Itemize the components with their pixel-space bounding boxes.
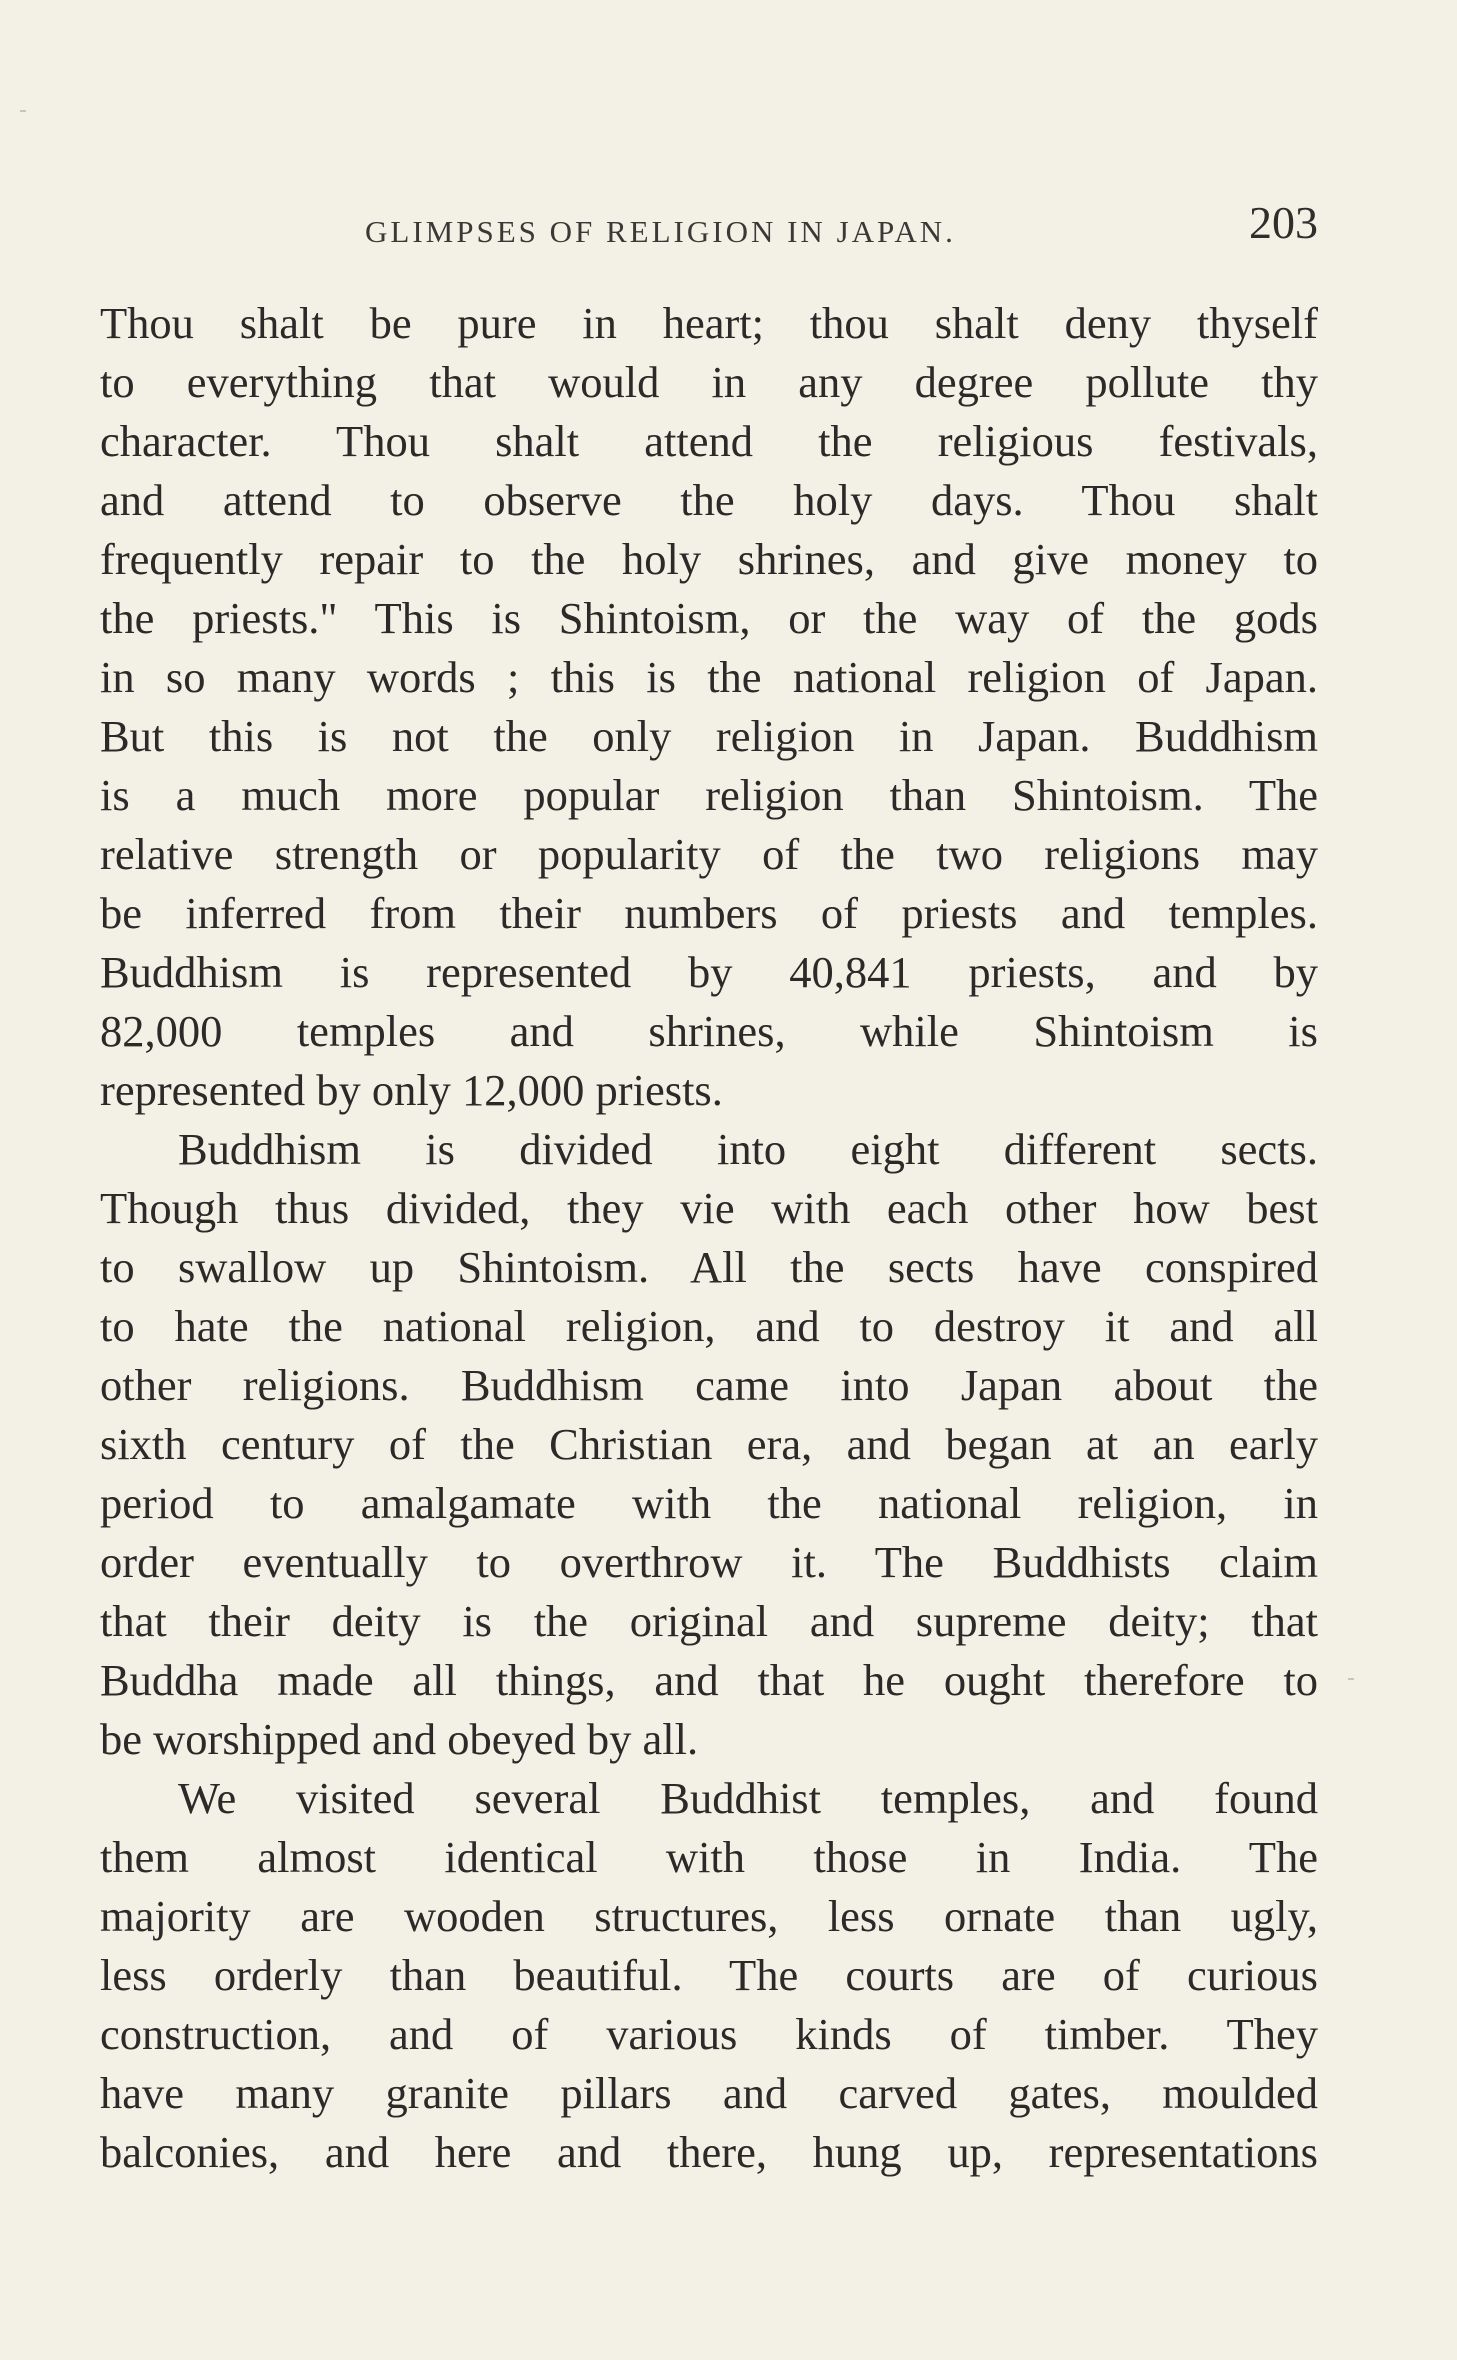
body-text — [100, 294, 1318, 2182]
page-number: 203 — [1249, 197, 1318, 248]
text-line: period to amalgamate with the national religion, in — [100, 1478, 1318, 1528]
text-line: other religions. Buddhism came into Japan about the — [100, 1360, 1318, 1410]
text-line: majority are wooden structures, less ornate than ugly, — [100, 1891, 1318, 1941]
text-line: But this is not the only religion in Japan. Buddhism — [100, 711, 1318, 761]
text-line: to hate the national religion, and to destroy it and all — [100, 1301, 1318, 1351]
text-line: balconies, and here and there, hung up, representations — [100, 2127, 1318, 2177]
text-line: the priests." This is Shintoism, or the way of the gods — [100, 593, 1318, 643]
text-line: order eventually to overthrow it. The Buddhists claim — [100, 1537, 1318, 1587]
text-line: character. Thou shalt attend the religious festivals, — [100, 416, 1318, 466]
text-line: be inferred from their numbers of priests and temples. — [100, 888, 1318, 938]
text-line: represented by only 12,000 priests. — [100, 1065, 723, 1115]
text-line: have many granite pillars and carved gates, moulded — [100, 2068, 1318, 2118]
text-line: is a much more popular religion than Shintoism. The — [100, 770, 1318, 820]
running-head — [100, 196, 1318, 256]
text-line: Thou shalt be pure in heart; thou shalt deny thyself — [100, 298, 1318, 348]
text-line: 82,000 temples and shrines, while Shintoism is — [100, 1006, 1318, 1056]
text-line: relative strength or popularity of the two religions may — [100, 829, 1318, 879]
text-line: Buddhism is divided into eight different sects. — [178, 1124, 1318, 1174]
text-line: to swallow up Shintoism. All the sects have conspired — [100, 1242, 1318, 1292]
text-line: Buddhism is represented by 40,841 priests, and by — [100, 947, 1318, 997]
text-line: in so many words ; this is the national religion of Japan. — [100, 652, 1318, 702]
text-line: Buddha made all things, and that he ought therefore to — [100, 1655, 1318, 1705]
text-line: them almost identical with those in India. The — [100, 1832, 1318, 1882]
text-line: be worshipped and obeyed by all. — [100, 1714, 699, 1764]
text-line: sixth century of the Christian era, and began at an early — [100, 1419, 1318, 1469]
text-line: We visited several Buddhist temples, and found — [178, 1773, 1318, 1823]
text-line: and attend to observe the holy days. Thou shalt — [100, 475, 1318, 525]
text-line: construction, and of various kinds of timber. They — [100, 2009, 1318, 2059]
text-line: less orderly than beautiful. The courts are of curious — [100, 1950, 1318, 2000]
text-line: Though thus divided, they vie with each other how best — [100, 1183, 1318, 1233]
running-title: GLIMPSES OF RELIGION IN JAPAN. — [365, 214, 956, 249]
text-line: that their deity is the original and supreme deity; that — [100, 1596, 1318, 1646]
paper-speck — [1348, 1678, 1354, 1680]
text-line: frequently repair to the holy shrines, and give money to — [100, 534, 1318, 584]
paper-speck — [20, 110, 26, 112]
text-line: to everything that would in any degree pollute thy — [100, 357, 1318, 407]
